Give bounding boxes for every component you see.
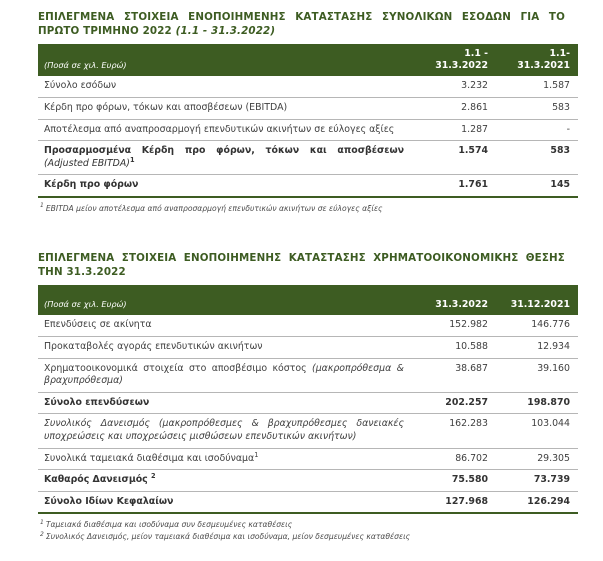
income-statement-table-body [38, 76, 578, 197]
column-header-units: (Ποσά σε χιλ. Ευρώ) [38, 285, 414, 315]
row-label: Σύνολο Ιδίων Κεφαλαίων [38, 491, 414, 513]
table-row [38, 119, 578, 141]
row-value-2: 12.934 [496, 336, 578, 358]
row-value-1: 2.861 [414, 98, 496, 120]
column-header-period-1-line2: 31.3.2022 [435, 59, 488, 71]
row-value-2: 1.587 [496, 76, 578, 97]
column-header-period-2-line2: 31.3.2021 [517, 59, 570, 71]
row-value-2: 198.870 [496, 392, 578, 414]
table-row [38, 315, 578, 336]
row-label: Σύνολο εσόδων [38, 76, 414, 97]
row-value-2: - [496, 119, 578, 141]
footnote-marker: 1 [40, 518, 44, 526]
row-value-1: 162.283 [414, 414, 496, 448]
financial-position-table-body [38, 315, 578, 513]
row-value-1: 202.257 [414, 392, 496, 414]
table-row [38, 76, 578, 97]
table-row [38, 358, 578, 392]
row-label: Κέρδη προ φόρων, τόκων και αποσβέσεων (EBITDA) [38, 98, 414, 120]
footnote-marker: 2 [40, 530, 44, 538]
table-row [38, 392, 578, 414]
row-value-2: 39.160 [496, 358, 578, 392]
row-value-1: 1.574 [414, 141, 496, 175]
row-label: Συνολικός Δανεισμός (μακροπρόθεσμες & βραχυπρόθεσμες δανειακές υποχρεώσεις και υποχρεώσεις μισθώσεων επενδυτικών ακινήτων) [38, 414, 414, 448]
row-value-1: 1.761 [414, 175, 496, 197]
column-header-period-1-line1: 1.1 - [464, 48, 488, 60]
row-value-1: 1.287 [414, 119, 496, 141]
row-value-1: 75.580 [414, 470, 496, 492]
row-value-1: 86.702 [414, 448, 496, 470]
column-header-date-2: 31.12.2021 [496, 285, 578, 315]
table-row [38, 141, 578, 175]
row-value-1: 3.232 [414, 76, 496, 97]
row-value-2: 73.739 [496, 470, 578, 492]
footnote-text: Ταμειακά διαθέσιμα και ισοδύναμα συν δεσμευμένες καταθέσεις [45, 520, 293, 530]
column-header-period-2 [496, 44, 578, 76]
footnote-text: EBITDA μείον αποτέλεσμα από αναπροσαρμογή επενδυτικών ακινήτων σε εύλογες αξίες [45, 203, 383, 213]
row-label: Σύνολο επενδύσεων [38, 392, 414, 414]
column-header-period-2-line1: 1.1- [549, 48, 570, 60]
section-spacer [38, 215, 578, 251]
row-value-2: 583 [496, 98, 578, 120]
row-value-1: 38.687 [414, 358, 496, 392]
table-row [38, 448, 578, 470]
row-label-sub: (Adjusted EBITDA) [44, 157, 130, 169]
row-label: Προσαρμοσμένα Κέρδη προ φόρων, τόκων και αποσβέσεων (Adjusted EBITDA)$^1$ [38, 141, 414, 175]
financial-position-table-head [38, 285, 578, 315]
row-value-2: 583 [496, 141, 578, 175]
row-value-1: 152.982 [414, 315, 496, 336]
footnote-text: Συνολικός Δανεισμός, μείον ταμειακά διαθέσιμα και ισοδύναμα, μείον δεσμευμένες καταθέσεις [45, 532, 411, 542]
footnote [40, 203, 580, 215]
section-1-heading [38, 10, 578, 38]
row-value-1: 127.968 [414, 491, 496, 513]
table-header-row [38, 44, 578, 76]
section-2-heading-main: ΕΠΙΛΕΓΜΕΝΑ ΣΤΟΙΧΕΙΑ ΕΝΟΠΟΙΗΜΕΝΗΣ ΚΑΤΑΣΤΑΣΗΣ ΧΡΗΜΑΤΟΟΙΚΟΝΟΜΙΚΗΣ ΘΕΣΗΣ ΤΗΝ 31.3.2022 [38, 251, 565, 279]
table-row [38, 491, 578, 513]
column-header-units: (Ποσά σε χιλ. Ευρώ) [38, 44, 414, 76]
row-label-sub: (μακροπρόθεσμα & βραχυπρόθεσμα) [44, 362, 404, 387]
row-label: Χρηματοοικονομικά στοιχεία στο αποσβέσιμο κόστος (μακροπρόθεσμα & βραχυπρόθεσμα) [38, 358, 414, 392]
row-label: Κέρδη προ φόρων [38, 175, 414, 197]
income-statement-table-head [38, 44, 578, 76]
row-value-2: 145 [496, 175, 578, 197]
table-row [38, 470, 578, 492]
table-row [38, 336, 578, 358]
row-value-2: 146.776 [496, 315, 578, 336]
footnote-marker: 2 [150, 472, 156, 480]
column-header-period-1 [414, 44, 496, 76]
footnote-marker: 1 [129, 155, 135, 164]
section-1-heading-main: ΕΠΙΛΕΓΜΕΝΑ ΣΤΟΙΧΕΙΑ ΕΝΟΠΟΙΗΜΕΝΗΣ ΚΑΤΑΣΤΑΣΗΣ ΣΥΝΟΛΙΚΩΝ ΕΣΟΔΩΝ ΓΙΑ ΤΟ ΠΡΩΤΟ ΤΡΙΜΗΝΟ 2022 [38, 11, 565, 38]
footnote [40, 519, 580, 531]
footnote [40, 531, 580, 543]
table-header-row [38, 285, 578, 315]
income-statement-table [38, 44, 578, 198]
financial-position-table [38, 285, 578, 514]
table-row [38, 175, 578, 197]
row-value-1: 10.588 [414, 336, 496, 358]
table-row [38, 414, 578, 448]
section-1-footnotes [38, 203, 580, 215]
footnote-marker: 1 [40, 202, 44, 210]
row-label: Προκαταβολές αγοράς επενδυτικών ακινήτων [38, 336, 414, 358]
footnote-marker: 1 [254, 450, 259, 459]
section-1-heading-period: (1.1 - 31.3.2022) [175, 25, 276, 38]
section-2-footnotes [38, 519, 580, 543]
section-2-heading [38, 251, 578, 279]
row-value-2: 126.294 [496, 491, 578, 513]
row-value-2: 29.305 [496, 448, 578, 470]
column-header-date-1: 31.3.2022 [414, 285, 496, 315]
row-label: Αποτέλεσμα από αναπροσαρμογή επενδυτικών ακινήτων σε εύλογες αξίες [38, 119, 414, 141]
row-label: Καθαρός Δανεισμός $^2$ [38, 470, 414, 492]
row-label: Συνολικά ταμειακά διαθέσιμα και ισοδύναμα$^1$ [38, 448, 414, 470]
row-value-2: 103.044 [496, 414, 578, 448]
row-label: Επενδύσεις σε ακίνητα [38, 315, 414, 336]
table-row [38, 98, 578, 120]
